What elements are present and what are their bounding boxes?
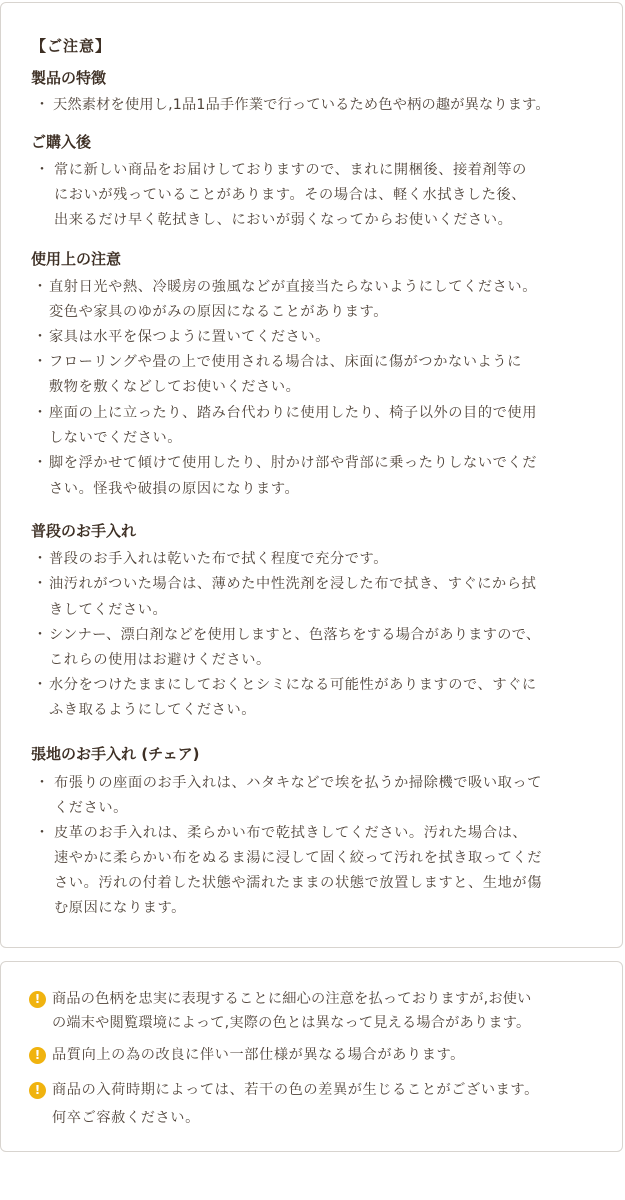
exclamation-icon: ! bbox=[29, 1082, 46, 1099]
bullet: ・ bbox=[35, 775, 49, 791]
alert-text: 何卒ご容赦ください。 bbox=[52, 1110, 200, 1126]
alerts-card bbox=[0, 961, 623, 1152]
bullet: ・ bbox=[33, 551, 47, 567]
list-item: 布張りの座面のお手入れは、ハタキなどで埃を払うか掃除機で吸い取って bbox=[54, 775, 542, 791]
list-item: きしてください。 bbox=[49, 602, 168, 618]
list-item: 脚を浮かせて傾けて使用したり、肘かけ部や背部に乗ったりしないでくだ bbox=[49, 455, 537, 471]
notes-title: 【ご注意】 bbox=[31, 37, 112, 55]
exclamation-icon: ! bbox=[29, 1047, 46, 1064]
bullet: ・ bbox=[33, 576, 47, 592]
list-item: 変色や家具のゆがみの原因になることがあります。 bbox=[49, 304, 388, 320]
bullet: ・ bbox=[35, 97, 49, 113]
section-heading-features: 製品の特徴 bbox=[31, 69, 107, 87]
list-item: 水分をつけたままにしておくとシミになる可能性がありますので、すぐに bbox=[49, 677, 537, 693]
bullet: ・ bbox=[33, 627, 47, 643]
list-item: シンナー、漂白剤などを使用しますと、色落ちをする場合がありますので、 bbox=[49, 627, 541, 643]
list-item: 常に新しい商品をお届けしておりますので、まれに開梱後、接着剤等の bbox=[54, 162, 527, 178]
notes-card bbox=[0, 2, 623, 948]
bullet: ・ bbox=[35, 825, 49, 841]
list-item: 速やかに柔らかい布をぬるま湯に浸して固く絞って汚れを拭き取ってくだ bbox=[54, 850, 542, 866]
list-item: しないでください。 bbox=[49, 430, 183, 446]
section-heading-upholstery-care: 張地のお手入れ (チェア) bbox=[31, 745, 200, 763]
bullet: ・ bbox=[33, 455, 47, 471]
list-item: 出来るだけ早く乾拭きし、においが弱くなってからお使いください。 bbox=[54, 212, 513, 228]
list-item: 敷物を敷くなどしてお使いください。 bbox=[49, 379, 301, 395]
bullet: ・ bbox=[33, 677, 47, 693]
alert-text: の端末や閲覧環境によって,実際の色とは異なって見える場合があります。 bbox=[52, 1015, 531, 1031]
bullet: ・ bbox=[33, 354, 47, 370]
section-heading-daily-care: 普段のお手入れ bbox=[31, 522, 137, 540]
list-item: さい。汚れの付着した状態や濡れたままの状態で放置しますと、生地が傷 bbox=[54, 875, 542, 891]
bullet: ・ bbox=[35, 162, 49, 178]
list-item: 直射日光や熱、冷暖房の強風などが直接当たらないようにしてください。 bbox=[49, 279, 537, 295]
alert-text: 商品の色柄を忠実に表現することに細心の注意を払っておりますが,お使い bbox=[52, 991, 532, 1007]
list-item: 油汚れがついた場合は、薄めた中性洗剤を浸した布で拭き、すぐにから拭 bbox=[49, 576, 537, 592]
exclamation-icon: ! bbox=[29, 991, 46, 1008]
list-item: においが残っていることがあります。その場合は、軽く水拭きした後、 bbox=[54, 187, 527, 203]
list-item: 天然素材を使用し,1品1品手作業で行っているため色や柄の趣が異なります。 bbox=[53, 97, 550, 113]
list-item: ふき取るようにしてください。 bbox=[49, 702, 257, 718]
section-heading-usage: 使用上の注意 bbox=[31, 250, 122, 268]
list-item: 皮革のお手入れは、柔らかい布で乾拭きしてください。汚れた場合は、 bbox=[54, 825, 528, 841]
bullet: ・ bbox=[33, 405, 47, 421]
bullet: ・ bbox=[33, 279, 47, 295]
list-item: さい。怪我や破損の原因になります。 bbox=[49, 481, 300, 497]
alert-text: 品質向上の為の改良に伴い一部仕様が異なる場合があります。 bbox=[52, 1047, 465, 1063]
list-item: む原因になります。 bbox=[54, 900, 186, 916]
list-item: フローリングや畳の上で使用される場合は、床面に傷がつかないように bbox=[49, 354, 522, 370]
bullet: ・ bbox=[33, 329, 47, 345]
list-item: これらの使用はお避けください。 bbox=[49, 652, 271, 668]
list-item: ください。 bbox=[54, 800, 128, 816]
section-heading-after-purchase: ご購入後 bbox=[31, 133, 92, 151]
list-item: 普段のお手入れは乾いた布で拭く程度で充分です。 bbox=[49, 551, 388, 567]
list-item: 座面の上に立ったり、踏み台代わりに使用したり、椅子以外の目的で使用 bbox=[49, 405, 537, 421]
alert-text: 商品の入荷時期によっては、若干の色の差異が生じることがございます。 bbox=[52, 1082, 539, 1098]
list-item: 家具は水平を保つように置いてください。 bbox=[49, 329, 330, 345]
